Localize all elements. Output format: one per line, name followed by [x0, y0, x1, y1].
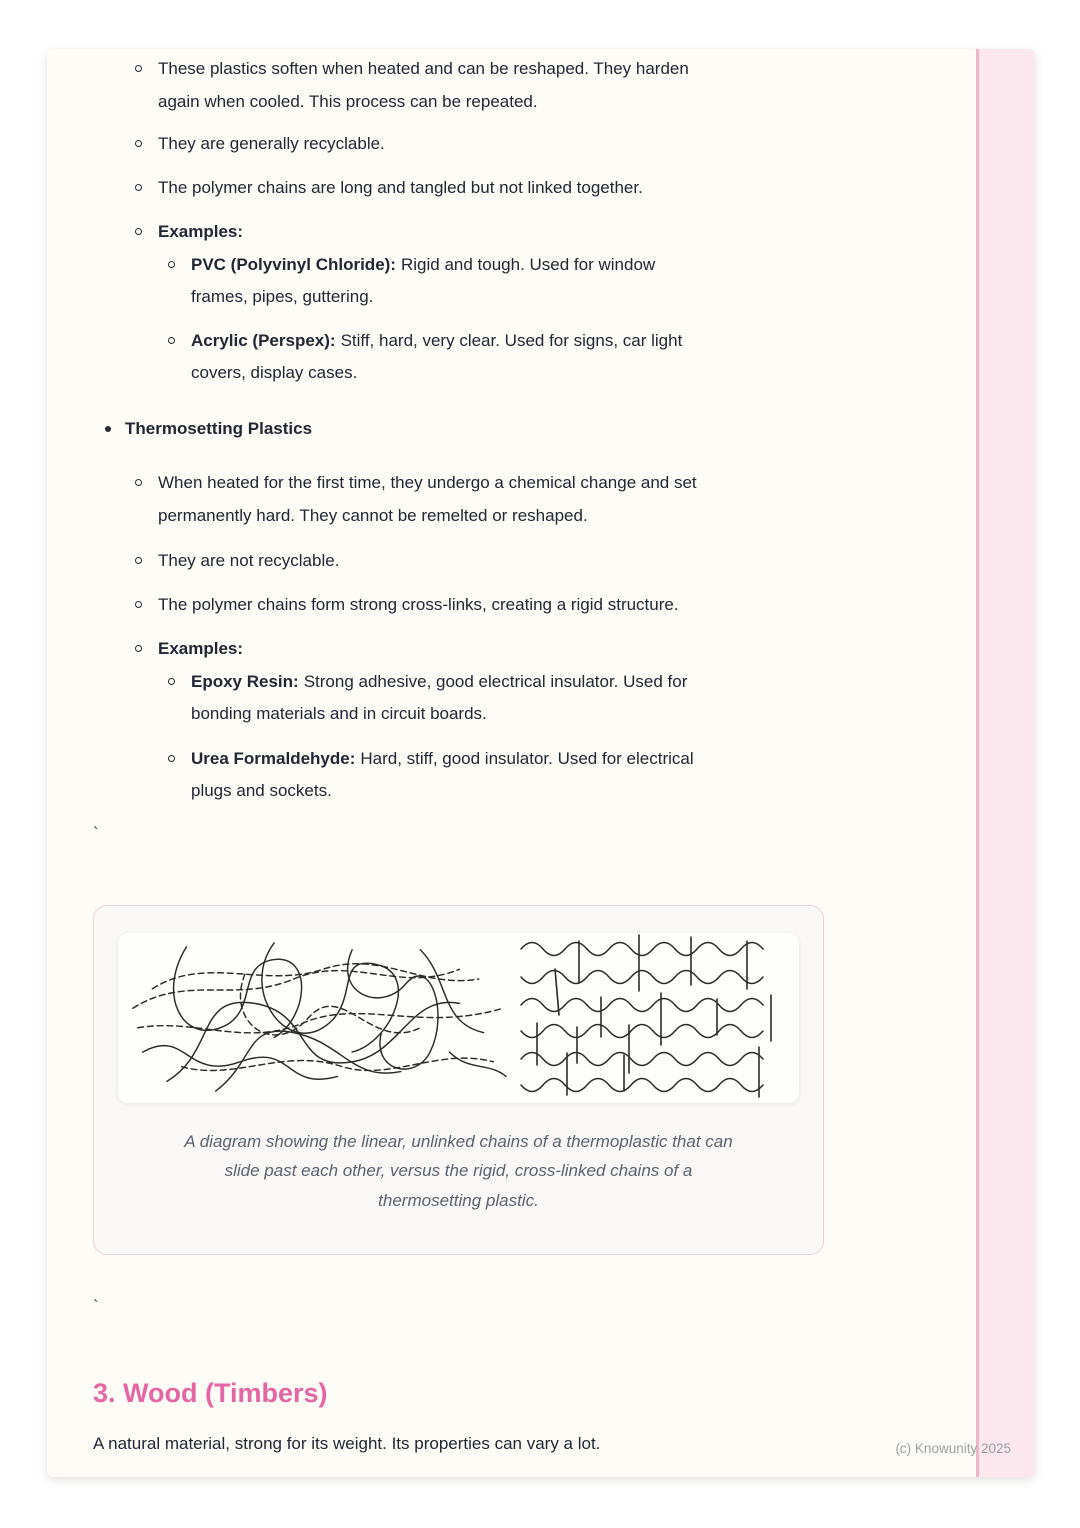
document-page	[47, 49, 1035, 1477]
term-definition: Hard, stiff, good insulator. Used for electrical	[360, 748, 694, 768]
list-item-line	[191, 743, 1035, 776]
list-item	[47, 467, 1035, 532]
term-label: Acrylic (Perspex):	[191, 330, 336, 350]
caption-line: thermosetting plastic.	[378, 1190, 539, 1210]
list-item-line: again when cooled. This process can be repeated.	[158, 91, 538, 111]
list-item-line: Examples:	[158, 222, 244, 241]
disc-bullet-icon	[105, 426, 111, 432]
caption-line: slide past each other, versus the rigid, cross-linked chains of a	[224, 1161, 693, 1180]
list-item-line: When heated for the first time, they undergo a chemical change and set	[158, 473, 697, 492]
list-item	[47, 743, 1035, 808]
list-item-line: bonding materials and in circuit boards.	[191, 704, 487, 723]
list-item-line: permanently hard. They cannot be remelted or reshaped.	[158, 505, 588, 525]
list-item-line: They are generally recyclable.	[158, 134, 385, 153]
thermosetting-heading-item	[47, 413, 1035, 446]
diagram-canvas	[118, 933, 799, 1103]
crosslinked-chains-diagram	[519, 933, 789, 1103]
list-item-line: The polymer chains are long and tangled but not linked together.	[158, 177, 643, 197]
section-title: Thermosetting Plastics	[125, 418, 313, 438]
circle-bullet-icon	[168, 678, 175, 685]
list-item-line: These plastics soften when heated and can be reshaped. They harden	[158, 59, 689, 78]
list-item-line	[191, 325, 1035, 358]
term-definition: Strong adhesive, good electrical insulator. Used for	[303, 671, 688, 691]
list-item	[47, 666, 1035, 731]
circle-bullet-icon	[135, 479, 142, 486]
document-content	[47, 49, 1035, 1460]
list-item	[47, 325, 1035, 390]
term-label: Epoxy Resin:	[191, 671, 299, 691]
list-item-line: Examples:	[158, 639, 244, 658]
term-definition: Rigid and tough. Used for window	[400, 254, 656, 274]
list-item-line	[191, 666, 1035, 699]
list-item-line: They are not recyclable.	[158, 551, 340, 570]
circle-bullet-icon	[135, 601, 142, 608]
list-item-line: frames, pipes, guttering.	[191, 287, 374, 306]
figure-caption	[118, 1127, 799, 1216]
circle-bullet-icon	[135, 557, 142, 564]
circle-bullet-icon	[168, 755, 175, 762]
list-item	[47, 53, 1035, 118]
list-item	[47, 249, 1035, 314]
circle-bullet-icon	[135, 228, 142, 235]
list-item-line: The polymer chains form strong cross-links, creating a rigid structure.	[158, 594, 679, 614]
list-item-line: covers, display cases.	[191, 363, 358, 382]
figure-card	[93, 905, 824, 1255]
circle-bullet-icon	[168, 337, 175, 344]
wood-section-heading: 3. Wood (Timbers)	[93, 1377, 328, 1408]
tangled-chains-diagram	[128, 933, 508, 1103]
copyright-credit: (c) Knowunity 2025	[895, 1441, 1011, 1456]
caption-line: A diagram showing the linear, unlinked chains of a thermoplastic that can	[184, 1131, 733, 1151]
list-item-line	[191, 249, 1035, 282]
circle-bullet-icon	[168, 261, 175, 268]
list-item	[47, 216, 1035, 249]
stray-backtick: `	[93, 823, 99, 843]
list-item	[47, 128, 1035, 161]
list-item-line: plugs and sockets.	[191, 781, 332, 800]
stray-backtick: `	[93, 1296, 99, 1316]
circle-bullet-icon	[135, 140, 142, 147]
list-item	[47, 589, 1035, 622]
term-label: Urea Formaldehyde:	[191, 748, 356, 768]
list-item	[47, 633, 1035, 666]
term-label: PVC (Polyvinyl Chloride):	[191, 254, 396, 274]
circle-bullet-icon	[135, 645, 142, 652]
circle-bullet-icon	[135, 65, 142, 72]
wood-intro-paragraph: A natural material, strong for its weight. Its properties can vary a lot.	[93, 1433, 601, 1453]
term-definition: Stiff, hard, very clear. Used for signs, car light	[340, 330, 683, 350]
list-item	[47, 545, 1035, 578]
list-item	[47, 172, 1035, 205]
circle-bullet-icon	[135, 184, 142, 191]
